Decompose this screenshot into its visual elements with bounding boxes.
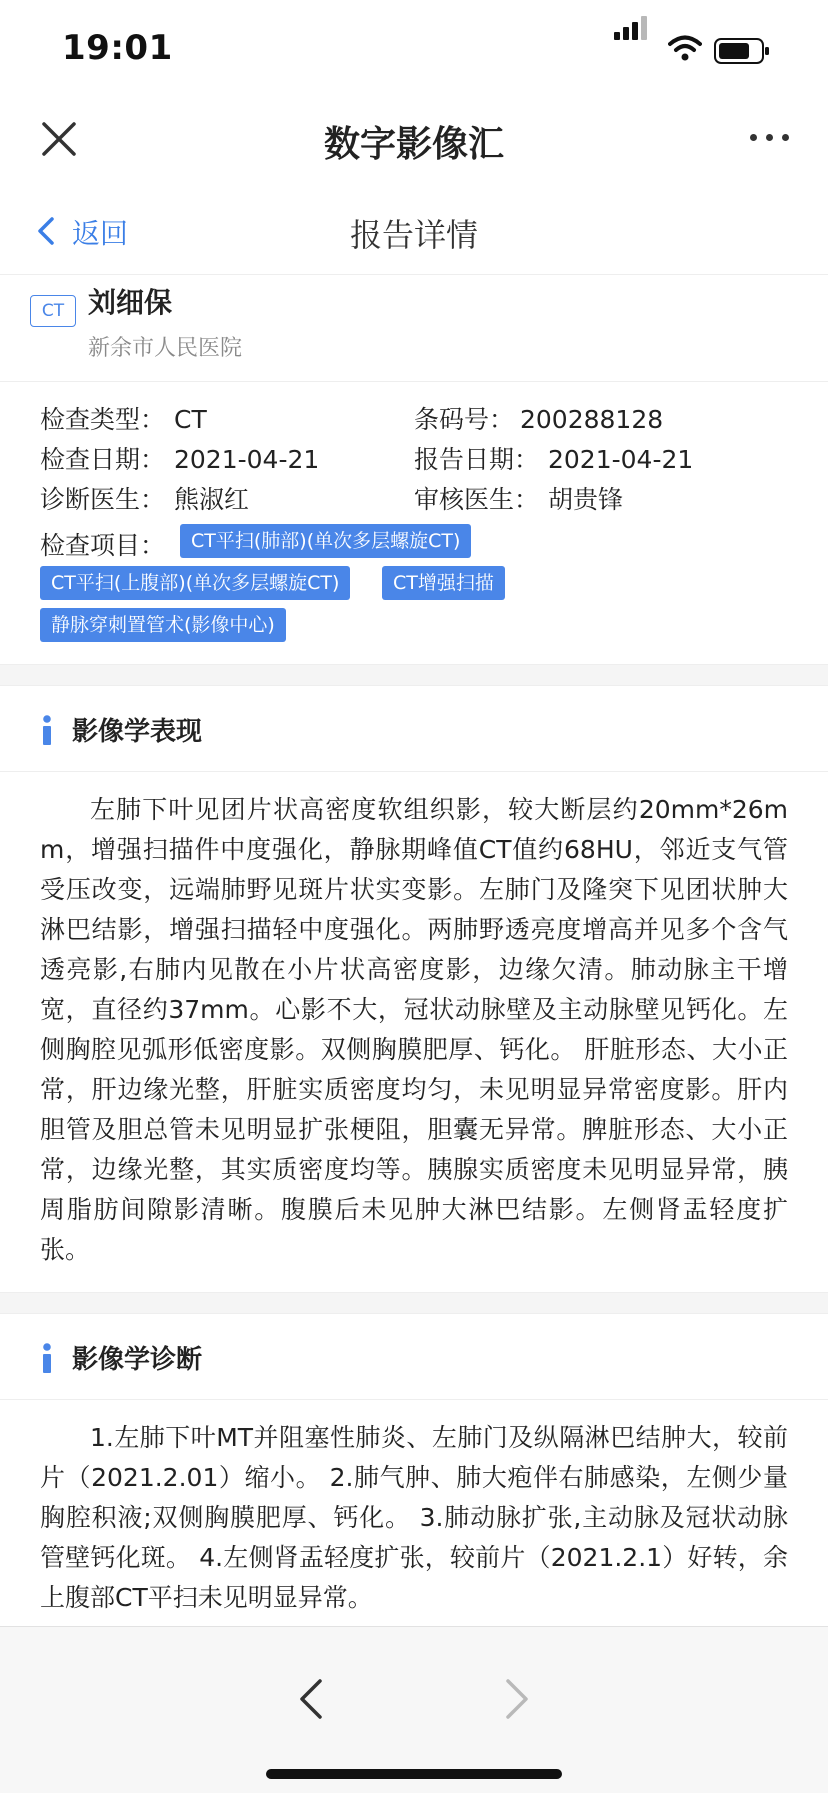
home-indicator <box>266 1769 562 1779</box>
chevron-right-icon[interactable] <box>496 1675 536 1723</box>
bottom-toolbar <box>0 1626 828 1793</box>
wifi-icon <box>668 34 702 62</box>
reviewer-label: 审核医生： <box>414 485 540 514</box>
diagnosis-title: 影像学诊断 <box>72 1345 203 1375</box>
doctor-label: 诊断医生： <box>40 485 166 514</box>
exam-type-label: 检查类型： <box>40 405 166 434</box>
top-nav-bar <box>0 96 828 186</box>
exam-items-label: 检查项目： <box>40 531 166 560</box>
status-bar <box>0 0 828 96</box>
more-options-icon[interactable] <box>750 126 792 146</box>
battery-icon <box>714 37 770 65</box>
report-date-value: 2021-04-21 <box>548 445 694 474</box>
report-date-label: 报告日期： <box>414 445 540 474</box>
info-icon <box>40 1343 54 1373</box>
chevron-left-icon[interactable] <box>292 1675 332 1723</box>
patient-header <box>0 275 828 382</box>
status-time: 19:01 <box>62 28 173 68</box>
info-icon <box>40 715 54 745</box>
exam-item-tag: 静脉穿刺置管术(影像中心) <box>40 608 286 642</box>
page-header <box>0 186 828 275</box>
diagnosis-text: 1.左肺下叶MT并阻塞性肺炎、左肺门及纵隔淋巴结肿大，较前片（2021.2.01）缩小。 2.肺气肿、肺大疱伴右肺感染，左侧少量胸腔积液;双侧胸膜肥厚、钙化。 3.肺动脉扩张,主动脉及冠状动脉管壁钙化斑。 4.左侧肾盂轻度扩张，较前片（2021.2.1）好转，余上腹部CT平扫未见明显异常。 <box>40 1423 788 1612</box>
findings-text: 左肺下叶见团片状高密度软组织影，较大断层约20mm*26mm，增强扫描件中度强化，静脉期峰值CT值约68HU，邻近支气管受压改变，远端肺野见斑片状实变影。左肺门及隆突下见团状肿大淋巴结影，增强扫描轻中度强化。两肺野透亮度增高并见多个含气透亮影,右肺内见散在小片状高密度影，边缘欠清。肺动脉主干增宽，直径约37mm。心影不大，冠状动脉壁及主动脉壁见钙化。左侧胸腔见弧形低密度影。双侧胸膜肥厚、钙化。 肝脏形态、大小正常，肝边缘光整，肝脏实质密度均匀，未见明显异常密度影。肝内胆管及胆总管未见明显扩张梗阻，胆囊无异常。脾脏形态、大小正常，边缘光整，其实质密度均等。胰腺实质密度未见明显异常，胰周脂肪间隙影清晰。腹膜后未见肿大淋巴结影。左侧肾盂轻度扩张。 <box>40 795 788 1264</box>
exam-date <box>40 440 319 476</box>
reviewer-value: 胡贵锋 <box>548 485 624 514</box>
status-icons <box>614 34 794 68</box>
hospital-name: 新余市人民医院 <box>88 336 243 361</box>
modality-badge: CT <box>30 295 76 327</box>
info-row <box>40 480 800 518</box>
barcode <box>414 400 663 436</box>
barcode-value: 200288128 <box>520 405 664 434</box>
page-title: 报告详情 <box>349 216 478 254</box>
findings-title: 影像学表现 <box>72 717 203 747</box>
barcode-label: 条码号： <box>414 405 515 434</box>
exam-type <box>40 400 207 436</box>
info-row <box>40 440 800 478</box>
doctor-value: 熊淑红 <box>174 485 250 514</box>
report-date <box>414 440 693 476</box>
exam-item-tag: CT增强扫描 <box>382 566 505 600</box>
exam-date-label: 检查日期： <box>40 445 166 474</box>
section-divider <box>0 1292 828 1314</box>
exam-type-value: CT <box>174 405 207 434</box>
patient-name: 刘细保 <box>88 286 173 319</box>
exam-date-value: 2021-04-21 <box>174 445 320 474</box>
section-divider <box>0 664 828 686</box>
back-label: 返回 <box>72 217 129 250</box>
findings-header <box>0 685 828 772</box>
reviewing-doctor <box>414 480 623 516</box>
info-row <box>40 400 800 438</box>
app-title: 数字影像汇 <box>323 124 504 165</box>
diagnosing-doctor <box>40 480 249 516</box>
diagnosis-header <box>0 1313 828 1400</box>
exam-item-tag: CT平扫(肺部)(单次多层螺旋CT) <box>180 524 471 558</box>
exam-item-tag: CT平扫(上腹部)(单次多层螺旋CT) <box>40 566 350 600</box>
